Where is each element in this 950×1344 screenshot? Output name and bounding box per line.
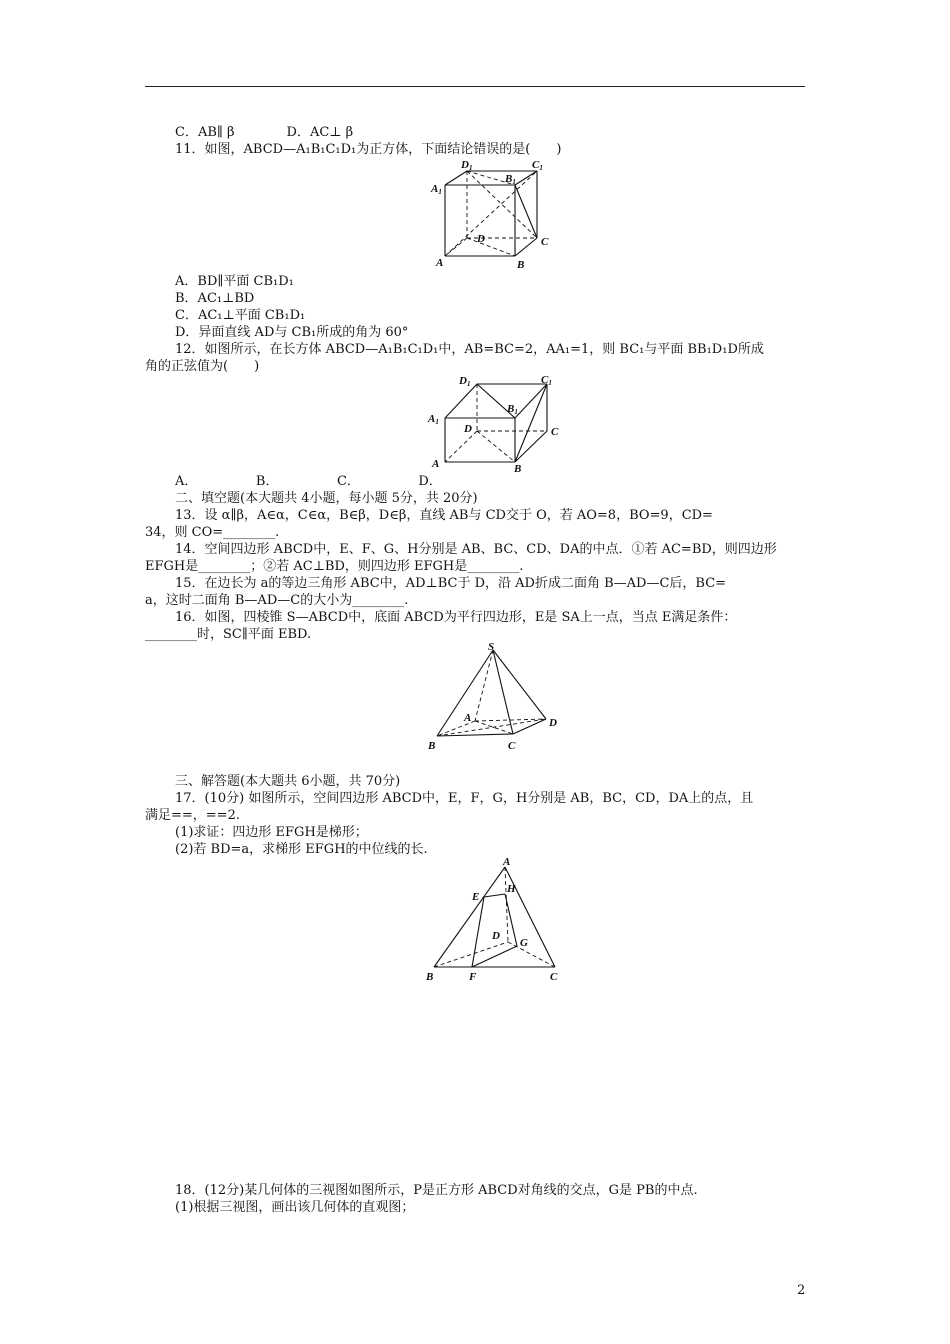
q18-stem: 18．(12分)某几何体的三视图如图所示，P是正方形 ABCD对角线的交点，G是 PB的中点. — [175, 1183, 698, 1198]
label-B: B — [428, 740, 436, 752]
label-D: D — [492, 930, 500, 942]
q12-options: A． B． C． D． — [175, 474, 442, 489]
q13-line1: 13．设 α∥β，A∈α，C∈α，B∈β，D∈β，直线 AB与 CD交于 O，若 AO=8，BO=9，CD= — [175, 508, 713, 523]
label-A: A — [464, 712, 472, 724]
label-B1: B1 — [505, 173, 516, 186]
q10-options-cd: C．AB∥ β D．AC⊥ β — [175, 125, 354, 140]
label-A1: A1 — [428, 413, 439, 426]
q11-option-b: B．AC₁⊥BD — [175, 291, 255, 306]
label-D: D — [477, 233, 485, 245]
q17-stem-line2: 满足==，==2. — [145, 808, 240, 823]
label-A: A — [432, 458, 440, 470]
q17-stem-line1: 17．(10分) 如图所示，空间四边形 ABCD中，E，F，G，H分别是 AB，BC，CD，DA上的点，且 — [175, 791, 754, 806]
q16-line2: ________时，SC∥平面 EBD. — [145, 627, 312, 642]
pyramid-figure-q16 — [425, 642, 565, 757]
label-A1: A1 — [431, 183, 442, 196]
q11-option-c: C．AC₁⊥平面 CB₁D₁ — [175, 308, 306, 323]
label-F: F — [469, 971, 477, 983]
q12-stem-line1: 12．如图所示，在长方体 ABCD—A₁B₁C₁D₁中，AB=BC=2，AA₁=1，则 BC₁与平面 BB₁D₁D所成 — [175, 342, 764, 357]
label-C: C — [508, 740, 516, 752]
q13-line2: 34，则 CO=________. — [145, 525, 280, 540]
q14-line2: EFGH是________；②若 AC⊥BD，则四边形 EFGH是________. — [145, 559, 524, 574]
label-C: C — [550, 971, 558, 983]
q15-line1: 15．在边长为 a的等边三角形 ABC中，AD⊥BC于 D，沿 AD折成二面角 B—AD—C后，BC= — [175, 576, 727, 591]
label-D1: D1 — [461, 159, 473, 172]
label-B: B — [514, 463, 522, 475]
q17-part2: (2)若 BD=a，求梯形 EFGH的中位线的长. — [175, 842, 428, 857]
cube-figure-q11 — [420, 158, 560, 276]
label-D1: D1 — [459, 375, 471, 388]
label-H: H — [507, 883, 516, 895]
label-C: C — [551, 426, 559, 438]
section-3-heading: 三、解答题(本大题共 6小题，共 70分) — [175, 774, 401, 789]
label-D: D — [549, 717, 557, 729]
label-B1: B1 — [507, 403, 518, 416]
label-S: S — [488, 642, 495, 653]
label-E: E — [472, 891, 480, 903]
q11-stem: 11．如图，ABCD—A₁B₁C₁D₁为正方体，下面结论错误的是( ) — [175, 142, 562, 157]
label-A: A — [436, 257, 444, 269]
q12-stem-line2: 角的正弦值为( ) — [145, 359, 260, 374]
q18-part1: (1)根据三视图，画出该几何体的直观图； — [175, 1200, 415, 1215]
q11-option-d: D．异面直线 AD与 CB₁所成的角为 60° — [175, 325, 409, 340]
box-figure-q12 — [420, 372, 565, 476]
q14-line1: 14．空间四边形 ABCD中，E、F、G、H分别是 AB、BC、CD、DA的中点．①若 AC=BD，则四边形 — [175, 542, 777, 557]
label-C1: C1 — [532, 159, 543, 172]
q17-part1: (1)求证：四边形 EFGH是梯形； — [175, 825, 368, 840]
label-B: B — [426, 971, 434, 983]
label-G: G — [520, 937, 528, 949]
page-number: 2 — [797, 1283, 806, 1298]
q11-option-a: A．BD∥平面 CB₁D₁ — [175, 274, 294, 289]
tetrahedron-figure-q17 — [420, 852, 570, 987]
q16-line1: 16．如图，四棱锥 S—ABCD中，底面 ABCD为平行四边形，E是 SA上一点，当点 E满足条件： — [175, 610, 737, 625]
label-C: C — [541, 236, 549, 248]
q15-line2: a，这时二面角 B—AD—C的大小为________. — [145, 593, 409, 608]
label-D: D — [464, 423, 472, 435]
label-B: B — [517, 259, 525, 271]
section-2-heading: 二、填空题(本大题共 4小题，每小题 5分，共 20分) — [175, 491, 478, 506]
label-A: A — [503, 856, 511, 868]
header-rule — [145, 86, 805, 87]
label-C1: C1 — [541, 374, 552, 387]
